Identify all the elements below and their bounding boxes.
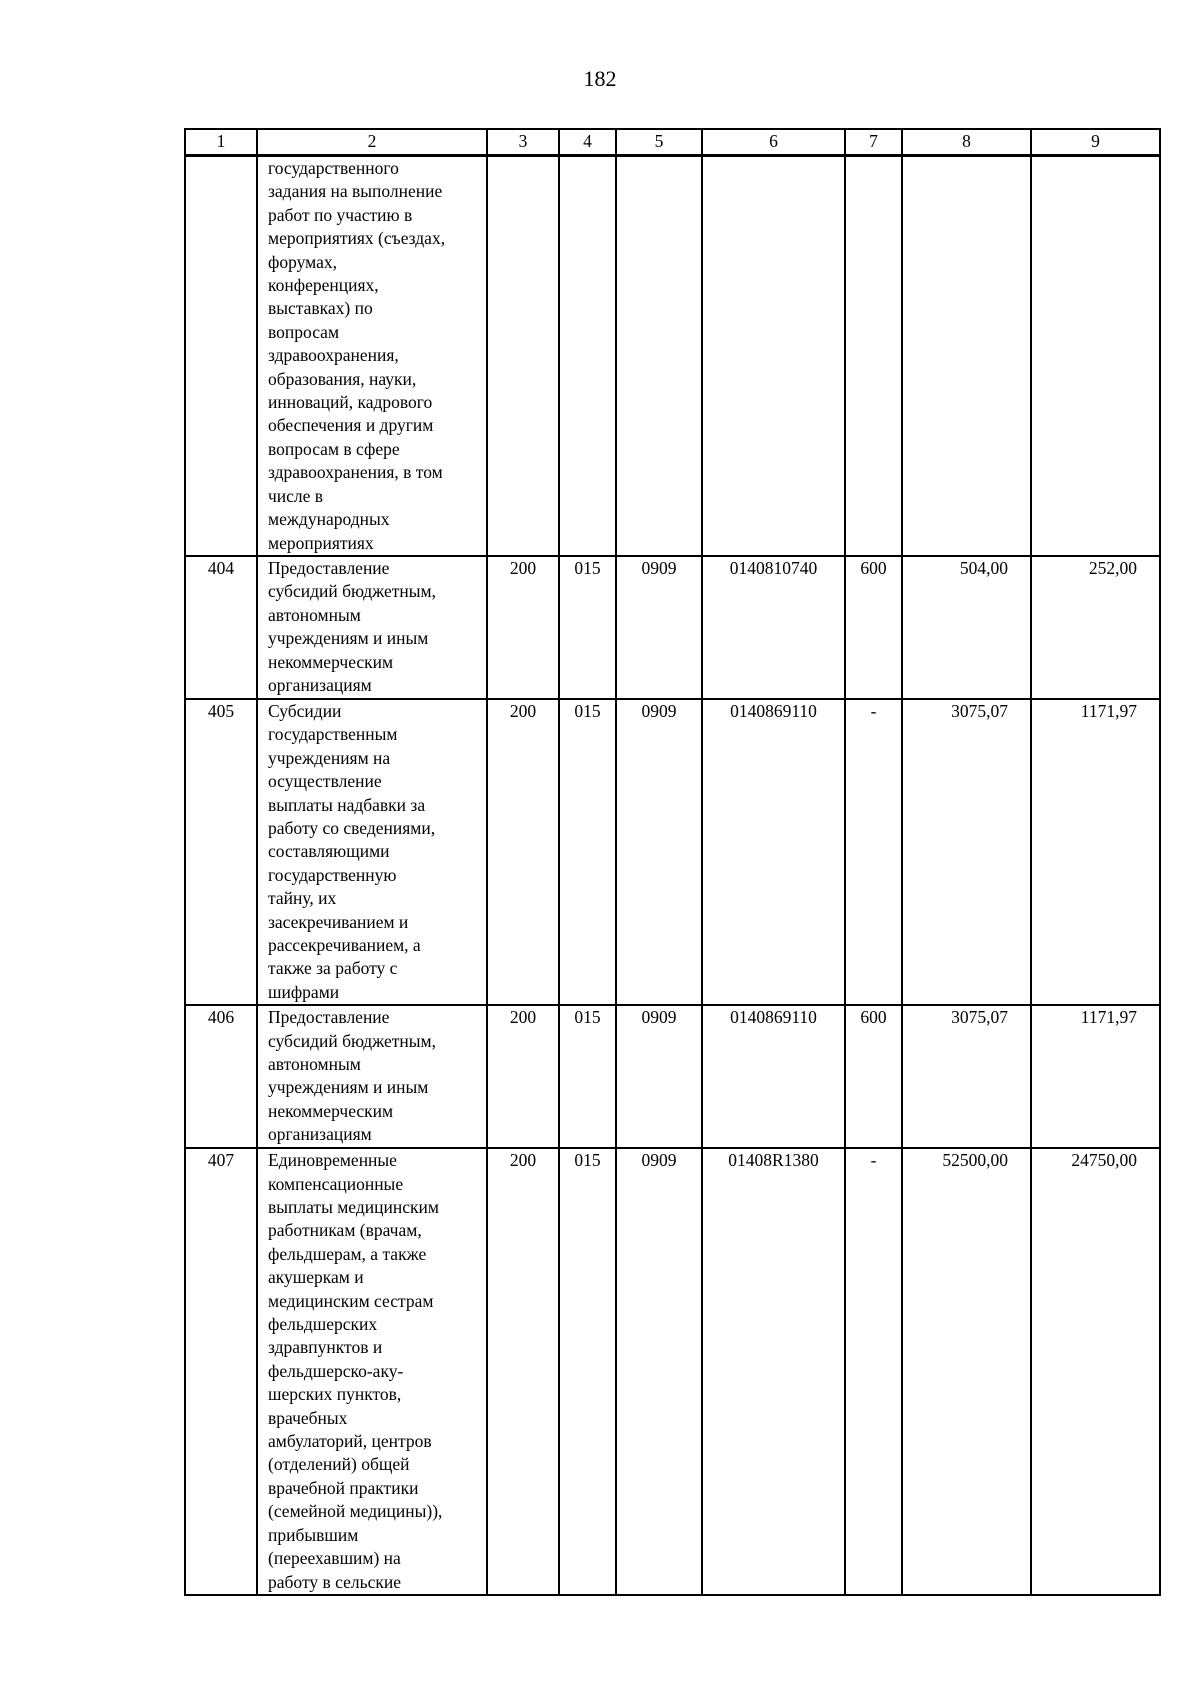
- cell-col9: 24750,00: [1031, 1148, 1160, 1595]
- table-row: [185, 156, 1160, 556]
- column-header: 9: [1031, 129, 1160, 156]
- cell-col8: 504,00: [902, 556, 1031, 699]
- column-header: 7: [845, 129, 902, 156]
- column-header: 3: [487, 129, 559, 156]
- cell-col8: 3075,07: [902, 699, 1031, 1005]
- cell-col8: [902, 156, 1031, 556]
- table-row: [185, 556, 1160, 699]
- column-header: 4: [559, 129, 616, 156]
- cell-col3: 200: [487, 1005, 559, 1148]
- cell-col7: 600: [845, 1005, 902, 1148]
- row-number: 407: [185, 1148, 257, 1595]
- cell-col9: 1171,97: [1031, 1005, 1160, 1148]
- cell-col8: 52500,00: [902, 1148, 1031, 1595]
- table-header-row: [185, 129, 1160, 156]
- row-name: [257, 1148, 487, 1595]
- cell-col4: 015: [559, 1148, 616, 1595]
- cell-col7: -: [845, 699, 902, 1005]
- cell-col4: 015: [559, 699, 616, 1005]
- cell-col9: [1031, 156, 1160, 556]
- row-name-text: Предоставление субсидий бюджетным, автономным учреждениям и иным некоммерческим организациям: [268, 557, 436, 695]
- cell-col6: 0140869110: [702, 699, 845, 1005]
- row-name-text: Единовременные компенсационные выплаты медицинским работникам (врачам, фельдшерам, а также акушеркам и медицинским сестрам фельдшерских здравпунктов и фельдшерско-аку- шерских пунктов, врачебных амбулаторий, центров (отделений) общей врачебной практики (семейной медицины)), прибывшим (переехавшим) на работу в сельские: [268, 1150, 443, 1592]
- cell-col3: [487, 156, 559, 556]
- cell-col5: 0909: [616, 699, 702, 1005]
- cell-col3: 200: [487, 699, 559, 1005]
- row-name: [257, 556, 487, 699]
- column-header: 8: [902, 129, 1031, 156]
- row-name-text: Субсидии государственным учреждениям на осуществление выплаты надбавки за работу со сведениями, составляющими государственную тайну, их засекречиванием и рассекречиванием, а также за работу с шифрами: [268, 700, 436, 1002]
- column-header: 2: [257, 129, 487, 156]
- row-name: [257, 1005, 487, 1148]
- cell-col4: 015: [559, 556, 616, 699]
- row-number: 405: [185, 699, 257, 1005]
- cell-col5: [616, 156, 702, 556]
- column-header: 6: [702, 129, 845, 156]
- row-number: [185, 156, 257, 556]
- table-row: [185, 1148, 1160, 1595]
- cell-col9: 252,00: [1031, 556, 1160, 699]
- cell-col7: -: [845, 1148, 902, 1595]
- page-number: 182: [583, 66, 617, 91]
- row-name: [257, 156, 487, 556]
- budget-table: [184, 128, 1161, 1596]
- cell-col8: 3075,07: [902, 1005, 1031, 1148]
- cell-col7: 600: [845, 556, 902, 699]
- table-row: [185, 699, 1160, 1005]
- cell-col4: 015: [559, 1005, 616, 1148]
- cell-col6: 0140869110: [702, 1005, 845, 1148]
- cell-col6: 01408R1380: [702, 1148, 845, 1595]
- column-header: 1: [185, 129, 257, 156]
- row-name: [257, 699, 487, 1005]
- row-name-text: Предоставление субсидий бюджетным, автономным учреждениям и иным некоммерческим организациям: [268, 1007, 436, 1145]
- cell-col6: [702, 156, 845, 556]
- cell-col4: [559, 156, 616, 556]
- cell-col9: 1171,97: [1031, 699, 1160, 1005]
- cell-col5: 0909: [616, 1005, 702, 1148]
- table-row: [185, 1005, 1160, 1148]
- row-number: 404: [185, 556, 257, 699]
- cell-col6: 0140810740: [702, 556, 845, 699]
- column-header: 5: [616, 129, 702, 156]
- cell-col7: [845, 156, 902, 556]
- row-name-text: государственного задания на выполнение работ по участию в мероприятиях (съездах, форумах, конференциях, выставках) по вопросам здравоохранения, образования, науки, инноваций, кадрового обеспечения и другим вопросам в сфере здравоохранения, в том числе в международных мероприятиях: [268, 158, 446, 553]
- cell-col3: 200: [487, 1148, 559, 1595]
- row-number: 406: [185, 1005, 257, 1148]
- cell-col3: 200: [487, 556, 559, 699]
- cell-col5: 0909: [616, 556, 702, 699]
- cell-col5: 0909: [616, 1148, 702, 1595]
